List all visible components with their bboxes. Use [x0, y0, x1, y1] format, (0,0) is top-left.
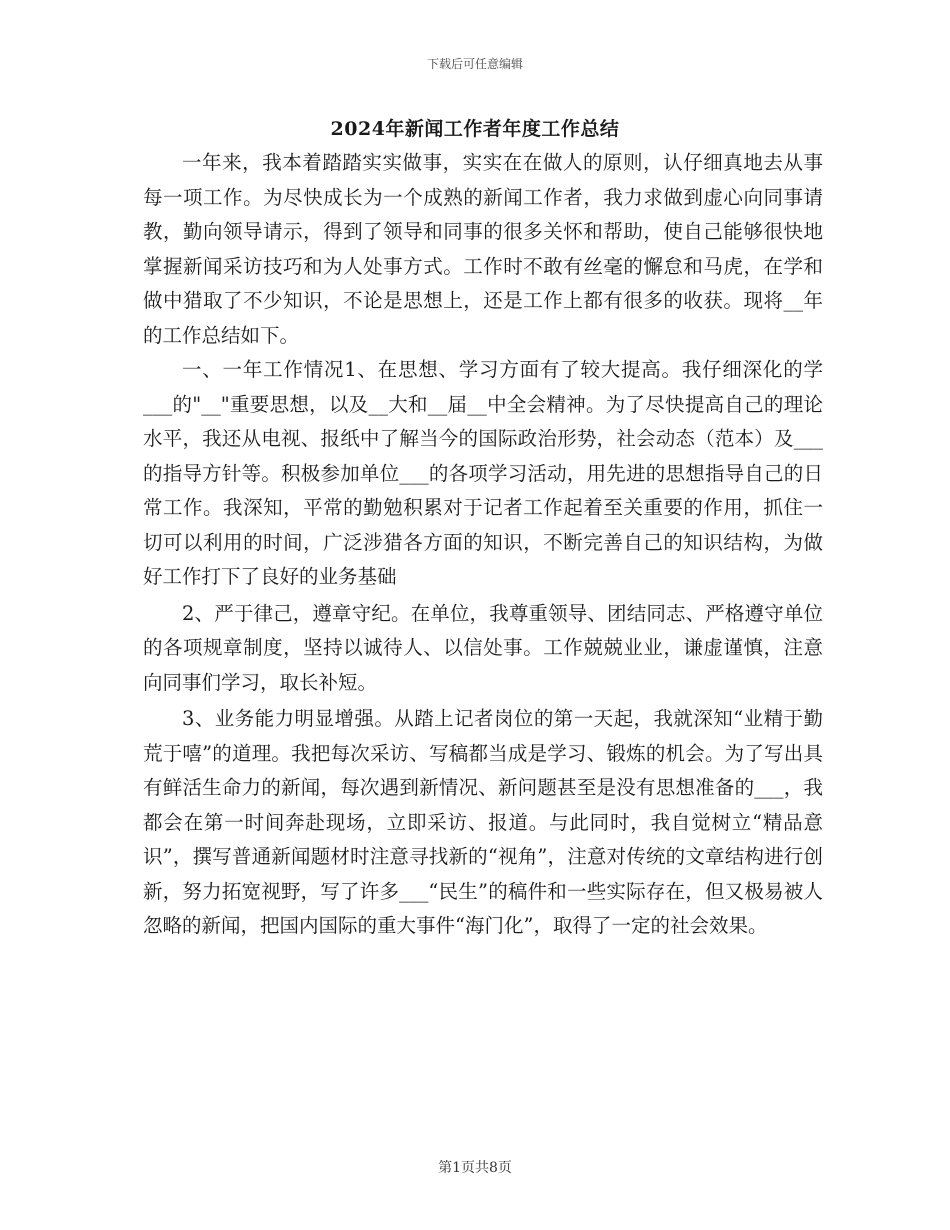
paragraph-intro: 一年来，我本着踏踏实实做事，实实在在做人的原则，认仔细真地去从事每一项工作。为尽快成长为一个成熟的新闻工作者，我力求做到虚心向同事请教，勤向领导请示，得到了领导和同事的很多关怀和帮助，使自己能够很快地掌握新闻采访技巧和为人处事方式。工作时不敢有丝毫的懈怠和马虎，在学和做中猎取了不少知识，不论是思想上，还是工作上都有很多的收获。现将__年的工作总结如下。	[143, 151, 823, 347]
paragraph-section-3: 3、业务能力明显增强。从踏上记者岗位的第一天起，我就深知“业精于勤荒于嘻”的道理。我把每次采访、写稿都当成是学习、锻炼的机会。为了写出具有鲜活生命力的新闻，每次遇到新情况、新问题甚至是没有思想准备的___，我都会在第一时间奔赴现场，立即采访、报道。与此同时，我自觉树立“精品意识”，撰写普通新闻题材时注意寻找新的“视角”，注意对传统的文章结构进行创新，努力拓宽视野，写了许多___“民生”的稿件和一些实际存在，但又极易被人忽略的新闻，把国内国际的重大事件“海门化”，取得了一定的社会效果。	[143, 707, 823, 937]
paragraph-section-2: 2、严于律己，遵章守纪。在单位，我尊重领导、团结同志、严格遵守单位的各项规章制度，坚持以诚待人、以信处事。工作兢兢业业，谦虚谨慎，注意向同事们学习，取长补短。	[143, 601, 823, 694]
document-title: 2024年新闻工作者年度工作总结	[330, 118, 620, 140]
paragraph-section-1: 一、一年工作情况1、在思想、学习方面有了较大提高。我仔细深化的学___的"__"重要思想，以及__大和__届__中全会精神。为了尽快提高自己的理论水平，我还从电视、报纸中了解当今的国际政治形势，社会动态（范本）及___的指导方针等。积极参加单位___的各项学习活动，用先进的思想指导自己的日常工作。我深知，平常的勤勉积累对于记者工作起着至关重要的作用，抓住一切可以利用的时间，广泛涉猎各方面的知识，不断完善自己的知识结构，为做好工作打下了良好的业务基础	[143, 358, 823, 588]
page-footer: 第1页共8页	[438, 1160, 512, 1176]
document-body	[143, 146, 823, 944]
header-note: 下载后可任意编辑	[426, 57, 523, 71]
